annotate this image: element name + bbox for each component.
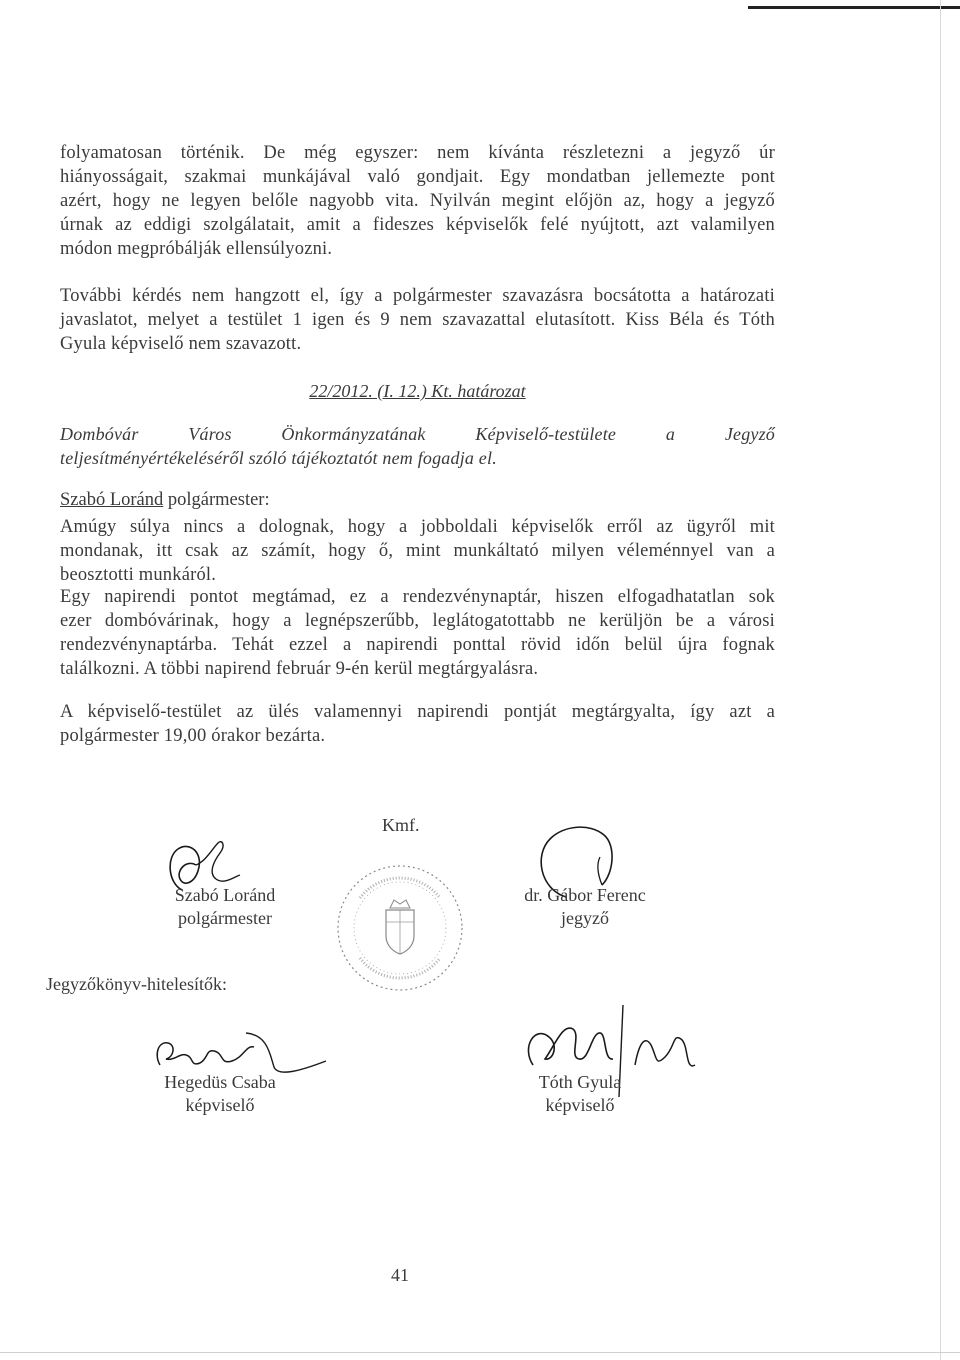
clerk-title: jegyző	[561, 908, 609, 928]
speaker-line	[60, 490, 270, 511]
paragraph-vote	[60, 284, 775, 356]
paragraph-speech-2	[60, 585, 775, 681]
text-line: További kérdés nem hangzott el, így a polgármester szavazásra bocsátotta a határozati	[60, 286, 775, 306]
scan-right-edge	[940, 0, 941, 1360]
speaker-name: Szabó Loránd	[60, 490, 164, 510]
text-line: beosztotti munkáról.	[60, 565, 217, 585]
mayor-name: Szabó Loránd	[174, 885, 276, 905]
text-line: rendezvénynaptárba. Tehát ezzel a napirendi ponttal rövid időn belül újra fognak	[60, 635, 775, 655]
text-line: módon megpróbálják ellensúlyozni.	[60, 239, 333, 259]
resolution-text	[60, 422, 775, 470]
text-line: teljesítményértékeléséről szóló tájékoztatót nem fogadja el.	[60, 448, 497, 468]
text-line: A képviselő-testület az ülés valamennyi napirendi pontját megtárgyalta, így azt a	[60, 702, 775, 722]
authenticator1-name: Hegedüs Csaba	[164, 1072, 276, 1092]
page-number: 41	[391, 1265, 409, 1285]
text-line: Gyula képviselő nem szavazott.	[60, 334, 302, 354]
mayor-title: polgármester	[178, 908, 272, 928]
official-stamp	[330, 858, 470, 998]
text-line: hiányosságait, szakmai munkájával való gondjait. Egy mondatban jellemezte pont	[60, 167, 775, 187]
text-line: mondanak, itt csak az számít, hogy ő, mint munkáltató milyen véleménnyel van a	[60, 541, 775, 561]
text-line: folyamatosan történik. De még egyszer: nem kívánta részletezni a jegyző úr	[60, 143, 775, 163]
text-line: találkozni. A többi napirend február 9-én kerül megtárgyalásra.	[60, 659, 539, 679]
authenticators-label: Jegyzőkönyv-hitelesítők:	[46, 974, 227, 994]
scan-bottom-edge	[0, 1352, 960, 1353]
resolution-heading: 22/2012. (I. 12.) Kt. határozat	[309, 381, 526, 401]
text-line: polgármester 19,00 órakor bezárta.	[60, 726, 326, 746]
authenticator1-title: képviselő	[185, 1095, 255, 1115]
paragraph-continuation	[60, 141, 775, 261]
text-line: ezer dombóvárinak, hogy a legnépszerűbb, leglátogatottabb ne kerüljön be a városi	[60, 611, 775, 631]
text-line: úrnak az eddigi szolgálatait, amit a fideszes képviselők felé nyújtott, azt valamilyen	[60, 215, 775, 235]
authenticator2-name: Tóth Gyula	[538, 1072, 622, 1092]
clerk-name: dr. Gábor Ferenc	[524, 885, 646, 905]
text-line: Amúgy súlya nincs a dolognak, hogy a jobboldali képviselők erről az ügyről mit	[60, 517, 775, 537]
scan-border-mark	[748, 6, 960, 9]
text-line: Egy napirendi pontot megtámad, ez a rendezvénynaptár, hiszen elfogadhatatlan sok	[60, 587, 775, 607]
kmf-label: Kmf.	[382, 815, 420, 835]
paragraph-speech-1	[60, 515, 775, 587]
text-line: javaslatot, melyet a testület 1 igen és 9 nem szavazattal elutasított. Kiss Béla és Tóth	[60, 310, 775, 330]
text-line: azért, hogy ne legyen belőle nagyobb vita. Nyilván megint előjön az, hogy a jegyző	[60, 191, 775, 211]
speaker-role: polgármester:	[163, 490, 270, 510]
authenticator2-title: képviselő	[545, 1095, 615, 1115]
text-line: Dombóvár Város Önkormányzatának Képviselő-testülete a Jegyző	[60, 424, 775, 444]
paragraph-closing	[60, 700, 775, 748]
